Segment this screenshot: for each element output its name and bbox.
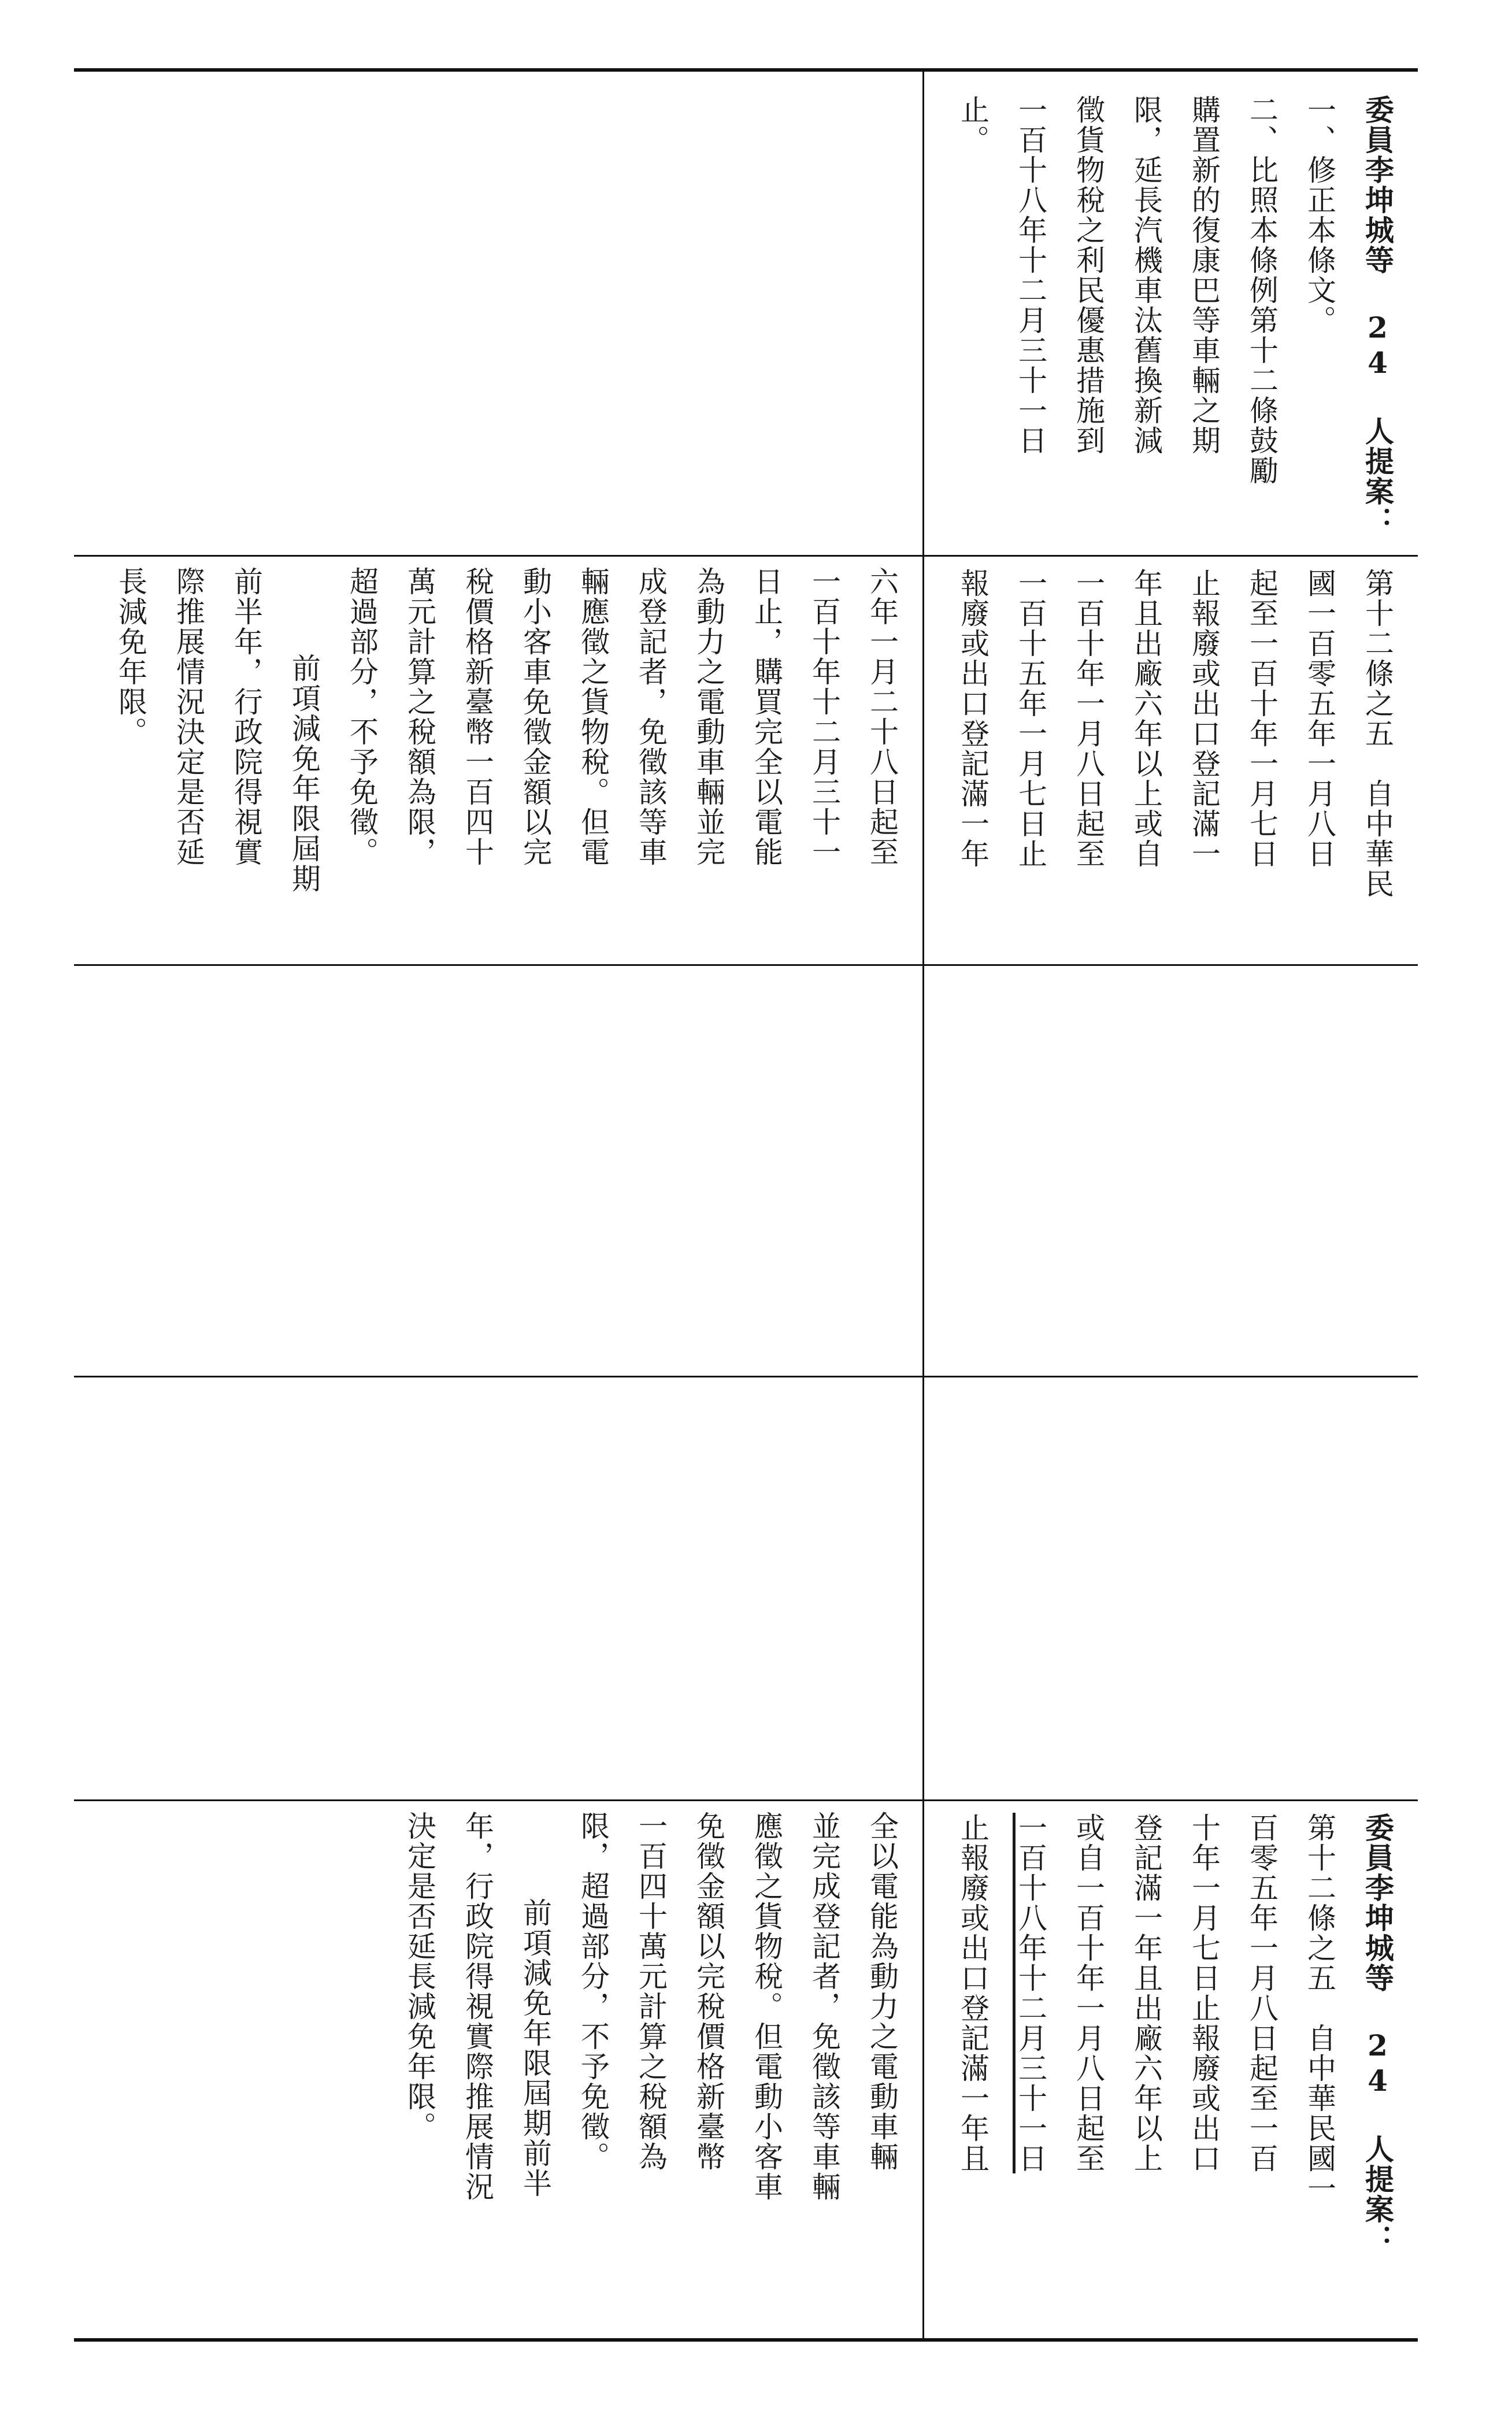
text-line: 止。	[956, 95, 990, 155]
text-line: 限，延長汽機車汰舊換新減	[1129, 95, 1163, 455]
text-line: 前項減免年限屆期前半	[518, 1898, 552, 2198]
text-line: 登記滿一年且出廠六年以上	[1129, 1813, 1163, 2173]
text-line: 第十二條之五 自中華民國一	[1303, 1813, 1336, 2203]
top-current-text	[102, 566, 911, 960]
text-line: 並完成登記者，免徵該等車輛	[807, 1811, 841, 2202]
text-line: 長減免年限。	[114, 566, 147, 747]
text-line: 年，行政院得視實際推展情況	[461, 1811, 494, 2202]
text-line: 超過部分，不予免徵。	[345, 566, 379, 867]
text-line: 際推展情況決定是否延	[172, 566, 205, 867]
text-line: 徵貨物稅之利民優惠措施到	[1072, 95, 1105, 455]
text-line: 六年一月二十八日起至	[865, 566, 899, 867]
bottom-left-proposal	[944, 1813, 1406, 2333]
text-line: 一百十年十二月三十一	[807, 566, 841, 867]
bottom-right-proposal	[944, 95, 1406, 551]
text-line: 萬元計算之稅額為限，	[403, 566, 436, 867]
text-line: 一百十年一月八日起至	[1072, 568, 1105, 869]
bottom-current-article-cell	[924, 557, 1418, 964]
text-line: 全以電能為動力之電動車輛	[865, 1811, 899, 2172]
text-line: 二、比照本條例第十二條鼓勵	[1245, 95, 1278, 486]
top-left-text-cell	[74, 1799, 922, 2338]
text-line: 一百四十萬元計算之稅額為	[634, 1811, 668, 2172]
text-line: 動小客車免徵金額以完	[518, 566, 552, 867]
text-line: 一、修正本條文。	[1303, 95, 1336, 335]
text-line: 報廢或出口登記滿一年	[956, 568, 990, 869]
text-line: 第十二條之五 自中華民	[1361, 568, 1394, 899]
table-row-divider-3	[74, 1376, 1418, 1377]
top-current-text-cell	[74, 555, 922, 964]
text-line: 限，超過部分，不予免徵。	[576, 1811, 610, 2172]
text-line: 起至一百十年一月七日	[1245, 568, 1278, 869]
text-line: 稅價格新臺幣一百四十	[461, 566, 494, 867]
proposal-title: 委員李坤城等 24 人提案：	[1361, 95, 1395, 536]
table-row-divider-2	[74, 964, 1418, 966]
text-line: 國一百零五年一月八日	[1303, 568, 1336, 869]
bottom-left-proposal-cell	[924, 1801, 1418, 2338]
text-line: 年且出廠六年以上或自	[1129, 568, 1163, 869]
top-left-text	[391, 1811, 911, 2331]
text-line: 前項減免年限屆期	[287, 653, 321, 894]
bottom-right-proposal-cell	[924, 72, 1418, 555]
text-line: 免徵金額以完稅價格新臺幣	[692, 1811, 725, 2172]
text-line: 為動力之電動車輛並完	[692, 566, 725, 867]
text-line: 輛應徵之貨物稅。但電	[576, 566, 610, 867]
table-bottom-border	[74, 2338, 1418, 2342]
text-line: 成登記者，免徵該等車	[634, 566, 668, 867]
text-line: 百零五年一月八日起至一百	[1245, 1813, 1278, 2173]
text-line: 應徵之貨物稅。但電動小客車	[750, 1811, 783, 2202]
text-line-underlined: 一百十八年十二月三十一日	[1014, 1813, 1047, 2173]
text-line: 止報廢或出口登記滿一	[1187, 568, 1221, 869]
text-line: 或自一百十年一月八日起至	[1072, 1813, 1105, 2173]
bottom-current-article	[944, 568, 1406, 961]
text-line: 日止，購買完全以電能	[750, 566, 783, 867]
text-line: 止報廢或出口登記滿一年且	[956, 1813, 990, 2173]
text-line: 前半年，行政院得視實	[229, 566, 263, 867]
text-line: 一百十八年十二月三十一日	[1014, 95, 1047, 455]
text-line: 一百十五年一月七日止	[1014, 568, 1047, 869]
proposal-title: 委員李坤城等 24 人提案：	[1361, 1813, 1395, 2254]
text-line: 購置新的復康巴等車輛之期	[1187, 95, 1221, 455]
text-line: 決定是否延長減免年限。	[403, 1811, 436, 2142]
text-line: 十年一月七日止報廢或出口	[1187, 1813, 1221, 2173]
